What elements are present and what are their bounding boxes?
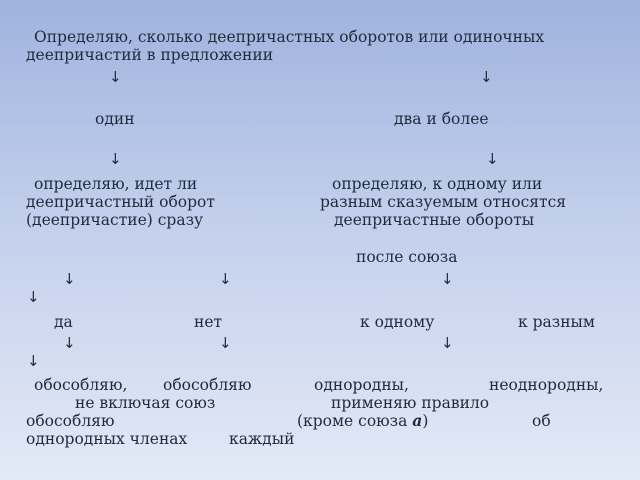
option-one: один [95,110,135,128]
arrow-down-icon: ↓ [109,150,122,168]
arrow-down-icon: ↓ [219,334,232,352]
result-isolate-2: обособляю [163,376,252,394]
result-isolate: обособляю, [34,376,128,394]
arrow-down-icon: ↓ [63,270,76,288]
right-branch-line-1: определяю, к одному или [332,175,543,193]
answer-to-different: к разным [518,313,595,331]
left-branch-line-1: определяю, идет ли [34,175,198,193]
result-except-conj: (кроме союза а) [297,411,429,430]
right-branch-line-3: деепричастные обороты [334,211,535,229]
result-heterogeneous: неоднородны, [489,376,604,394]
right-branch-line-2: разным сказуемым относятся [320,193,567,211]
result-isolate-3: обособляю [26,412,115,430]
conjunction-a: а [412,411,423,430]
answer-to-one: к одному [360,313,435,331]
answer-no: нет [194,313,223,331]
arrow-down-icon: ↓ [441,270,454,288]
header-line-1: Определяю, сколько деепричастных оборотов или одиночных [34,28,545,46]
result-about: об [532,412,551,430]
result-homogeneous: однородны, [314,376,409,394]
option-two-or-more: два и более [394,110,489,128]
result-apply-rule: применяю правило [331,394,490,412]
arrow-down-icon: ↓ [27,352,40,370]
arrow-down-icon: ↓ [27,288,40,306]
arrow-down-icon: ↓ [63,334,76,352]
result-each: каждый [229,430,295,448]
answer-yes: да [54,313,73,331]
result-homogeneous-members: однородных членах [26,430,188,448]
arrow-down-icon: ↓ [480,68,493,86]
left-branch-line-4: после союза [356,248,458,266]
left-branch-line-3: (деепричастие) сразу [26,211,204,229]
arrow-down-icon: ↓ [486,150,499,168]
arrow-down-icon: ↓ [219,270,232,288]
arrow-down-icon: ↓ [441,334,454,352]
result-not-including-conj: не включая союз [75,394,216,412]
left-branch-line-2: деепричастный оборот [26,193,215,211]
arrow-down-icon: ↓ [109,68,122,86]
header-line-2: деепричастий в предложении [26,46,274,64]
